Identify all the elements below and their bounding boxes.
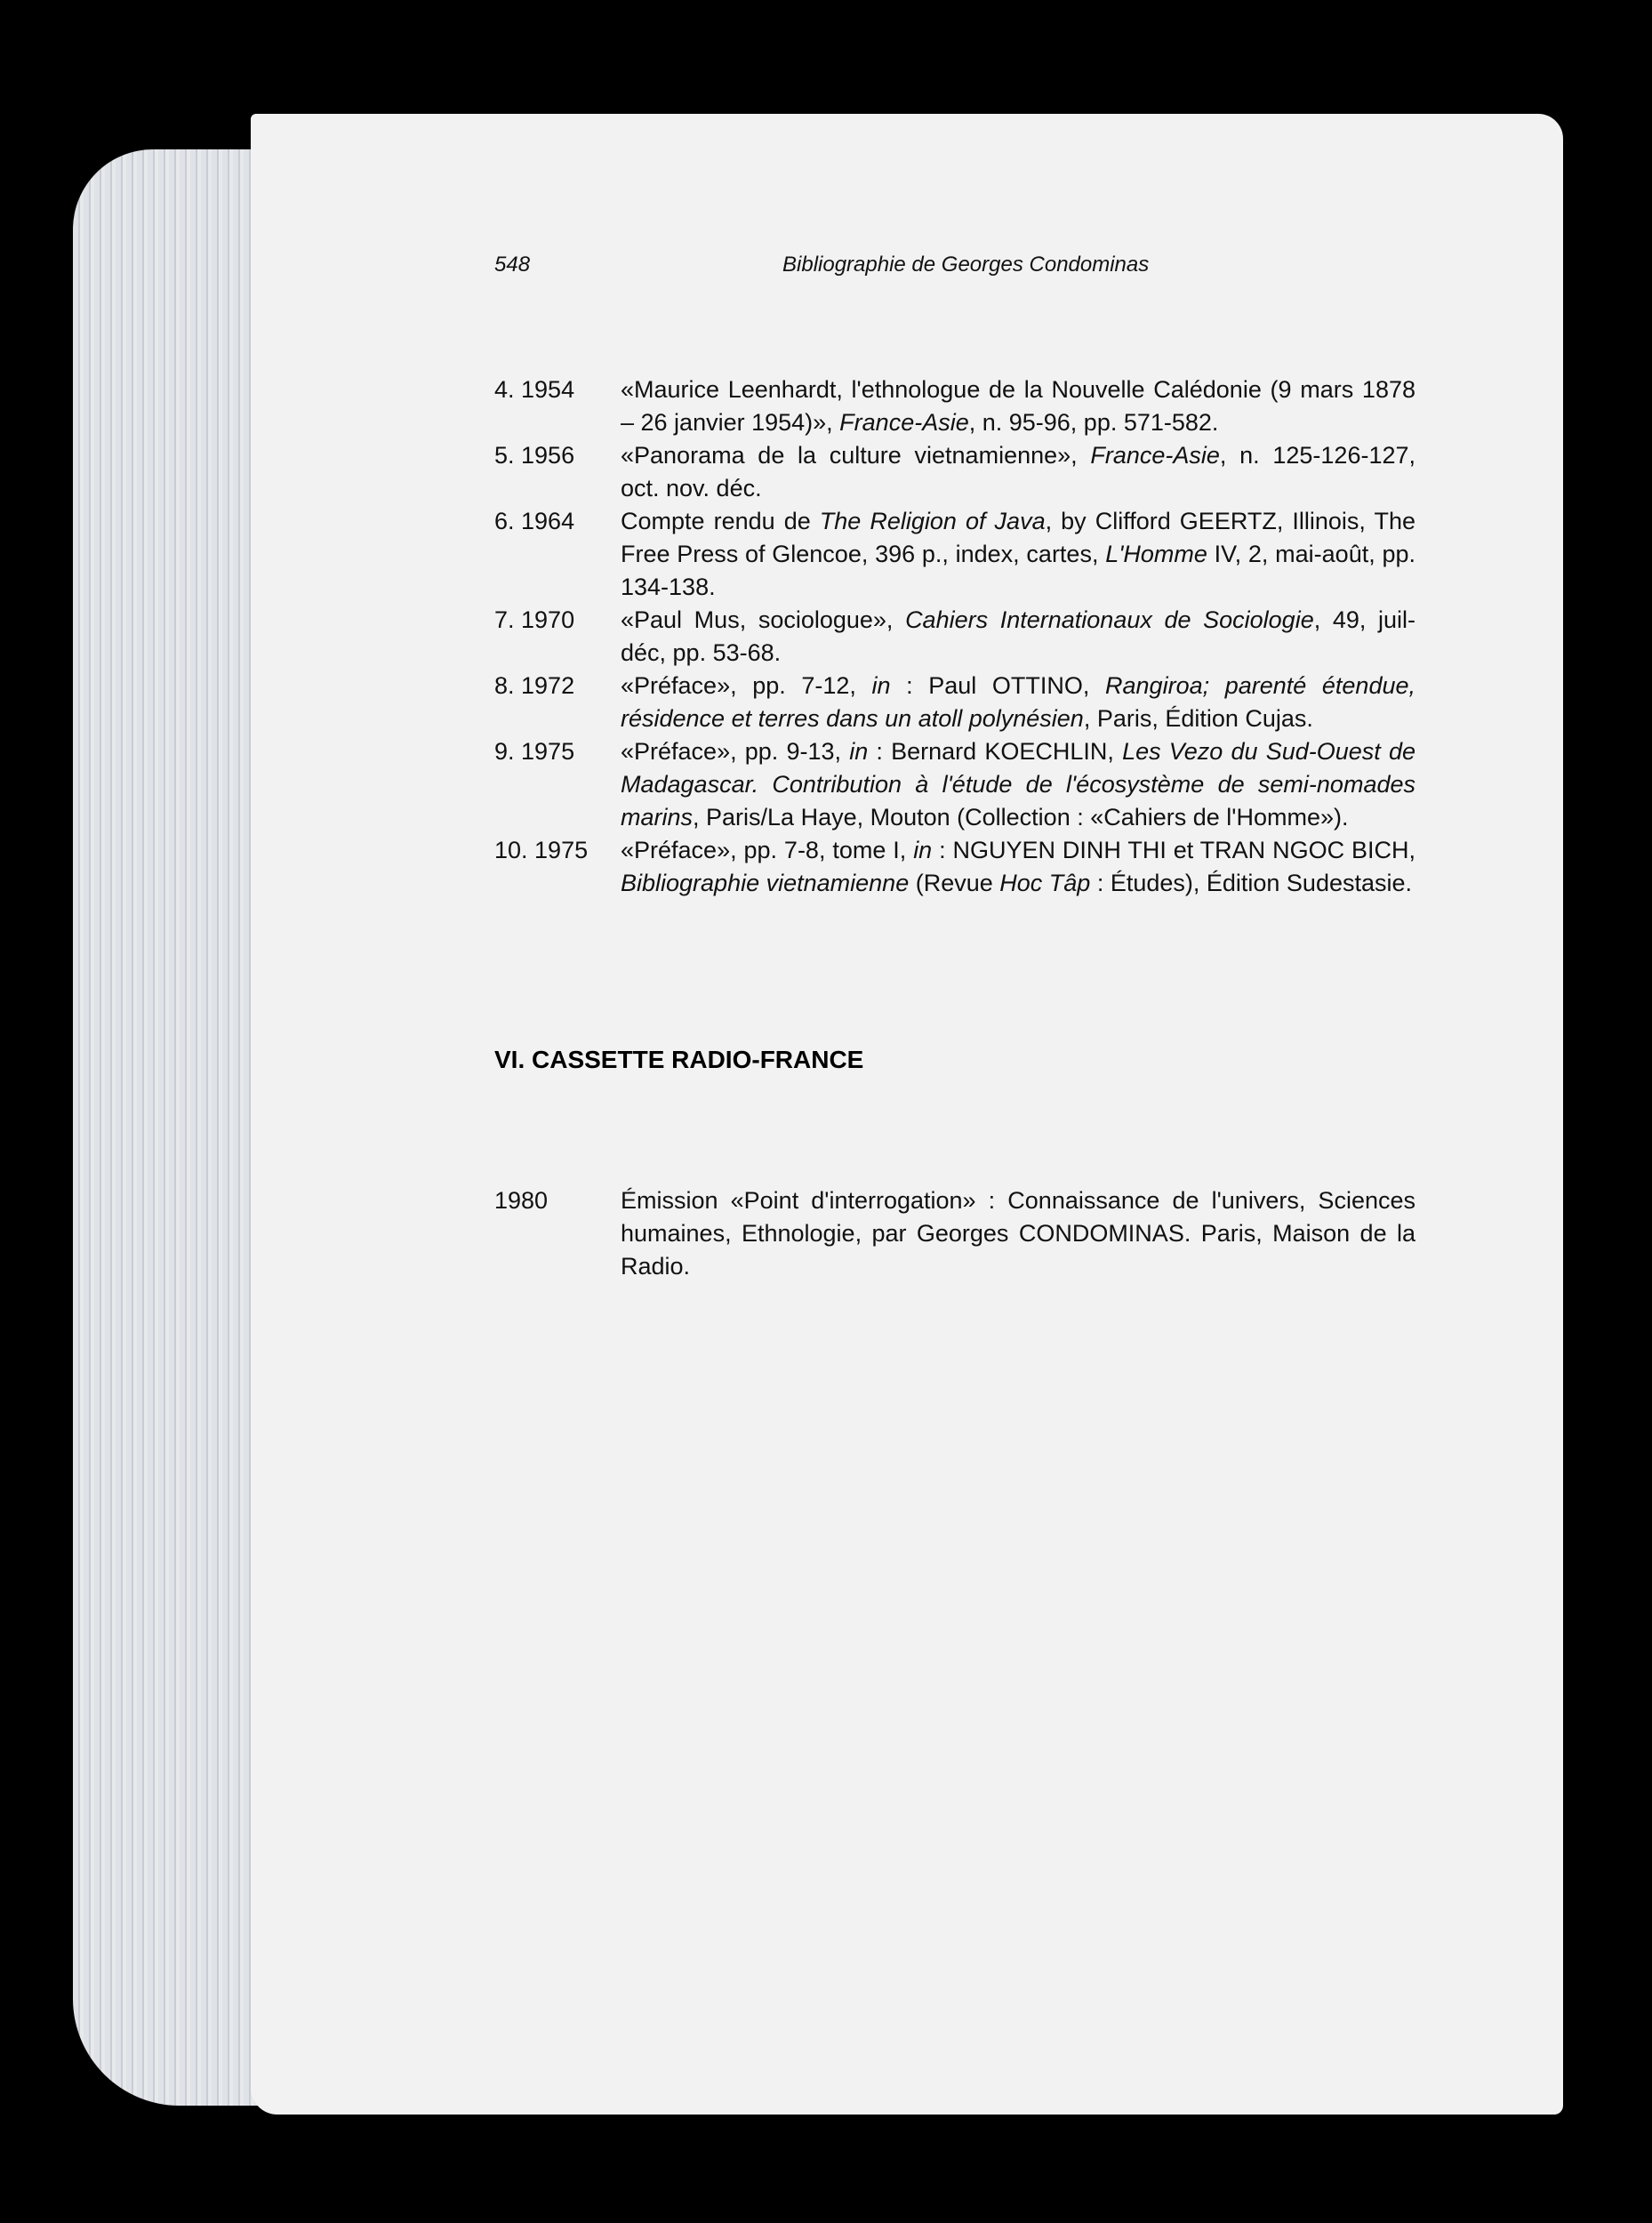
entry-text-part: : Bernard KOECHLIN, <box>868 738 1123 765</box>
entry-italic-text: in <box>913 837 933 863</box>
running-title: Bibliographie de Georges Condominas <box>782 253 1150 277</box>
entry-text <box>621 604 1415 670</box>
section-entry-list <box>494 1184 1415 1283</box>
entry-italic-text: Les Vezo du Sud-Ouest de Madagascar. Contribution à l'étude de l'écosystème de semi-nomades marins <box>621 738 1415 831</box>
entry-text-part: (Revue <box>909 870 1000 896</box>
entry-text-part: , by Clifford GEERTZ, Illinois, The Free Press of Glencoe, 396 p., index, cartes, <box>621 508 1415 567</box>
entry-italic-text: Rangiroa; parenté étendue, résidence et terres dans un atoll polynésien <box>621 672 1416 732</box>
bibliography-entry <box>494 834 1415 900</box>
bibliography-entry <box>494 373 1415 439</box>
book-page <box>251 114 1563 2115</box>
entry-italic-text: in <box>849 738 869 765</box>
entry-text-part: «Préface», pp. 7-12, <box>621 672 872 699</box>
entry-text-part: , 49, juil-déc, pp. 53-68. <box>621 606 1416 666</box>
entry-label: 5. 1956 <box>494 442 575 469</box>
entry-text <box>621 505 1415 604</box>
entry-italic-text: Bibliographie vietnamienne <box>621 870 910 896</box>
entry-text-part: , n. 125-126-127, oct. nov. déc. <box>621 442 1415 502</box>
entry-italic-text: Hoc Tâp <box>999 870 1091 896</box>
entry-text-part: : Études), Édition Sudestasie. <box>1090 870 1413 896</box>
entry-text-part: , Paris, Édition Cujas. <box>1083 705 1313 732</box>
entry-label: 7. 1970 <box>494 606 575 633</box>
entry-label: 6. 1964 <box>494 508 575 534</box>
entry-text <box>621 439 1415 505</box>
entry-italic-text: The Religion of Java <box>819 508 1046 534</box>
entry-text <box>621 373 1415 439</box>
page-number: 548 <box>494 253 531 277</box>
section-heading: VI. CASSETTE RADIO-FRANCE <box>494 1046 864 1073</box>
entry-text-part: Compte rendu de <box>621 508 820 534</box>
bibliography-entry <box>494 604 1415 670</box>
entry-text <box>621 1184 1415 1283</box>
entry-text-part: : Paul OTTINO, <box>890 672 1106 699</box>
entry-italic-text: Cahiers Internationaux de Sociologie <box>905 606 1314 633</box>
entry-label: 8. 1972 <box>494 672 575 699</box>
entry-label: 1980 <box>494 1187 549 1214</box>
entry-text <box>621 735 1415 834</box>
entry-text-part: : NGUYEN DINH THI et TRAN NGOC BICH, <box>932 837 1415 863</box>
entry-text-part: «Paul Mus, sociologue», <box>621 606 906 633</box>
entry-text-part: , Paris/La Haye, Mouton (Collection : «Cahiers de l'Homme»). <box>693 804 1349 831</box>
entry-text-part: IV, 2, mai-août, pp. 134-138. <box>621 541 1415 600</box>
entry-italic-text: L'Homme <box>1105 541 1207 567</box>
bibliography-entry <box>494 439 1415 505</box>
entry-text-part: «Préface», pp. 9-13, <box>621 738 850 765</box>
bibliography-entry <box>494 505 1415 604</box>
entry-text-part: «Maurice Leenhardt, l'ethnologue de la Nouvelle Calédonie (9 mars 1878 – 26 janvier 1954)», <box>621 376 1415 436</box>
entry-label: 4. 1954 <box>494 376 575 403</box>
entry-italic-text: France-Asie <box>1090 442 1220 469</box>
entry-text-part: «Préface», pp. 7-8, tome I, <box>621 837 914 863</box>
bibliography-entry <box>494 1184 1415 1283</box>
entry-text-part: Émission «Point d'interrogation» : Connaissance de l'univers, Sciences humaines, Ethnologie, par Georges CONDOMINAS. Paris, Maison de la Radio. <box>621 1187 1415 1280</box>
entry-text <box>621 834 1415 900</box>
entry-text-part: «Panorama de la culture vietnamienne», <box>621 442 1091 469</box>
entry-text-part: , n. 95-96, pp. 571-582. <box>968 409 1219 436</box>
entry-italic-text: France-Asie <box>839 409 969 436</box>
bibliography-entry <box>494 670 1415 735</box>
entry-label: 10. 1975 <box>494 837 589 863</box>
open-book <box>73 114 1563 2115</box>
entry-label: 9. 1975 <box>494 738 575 765</box>
entry-text <box>621 670 1415 735</box>
entry-italic-text: in <box>871 672 891 699</box>
page-stack-edge <box>73 149 269 2106</box>
bibliography-list <box>494 373 1415 900</box>
bibliography-entry <box>494 735 1415 834</box>
